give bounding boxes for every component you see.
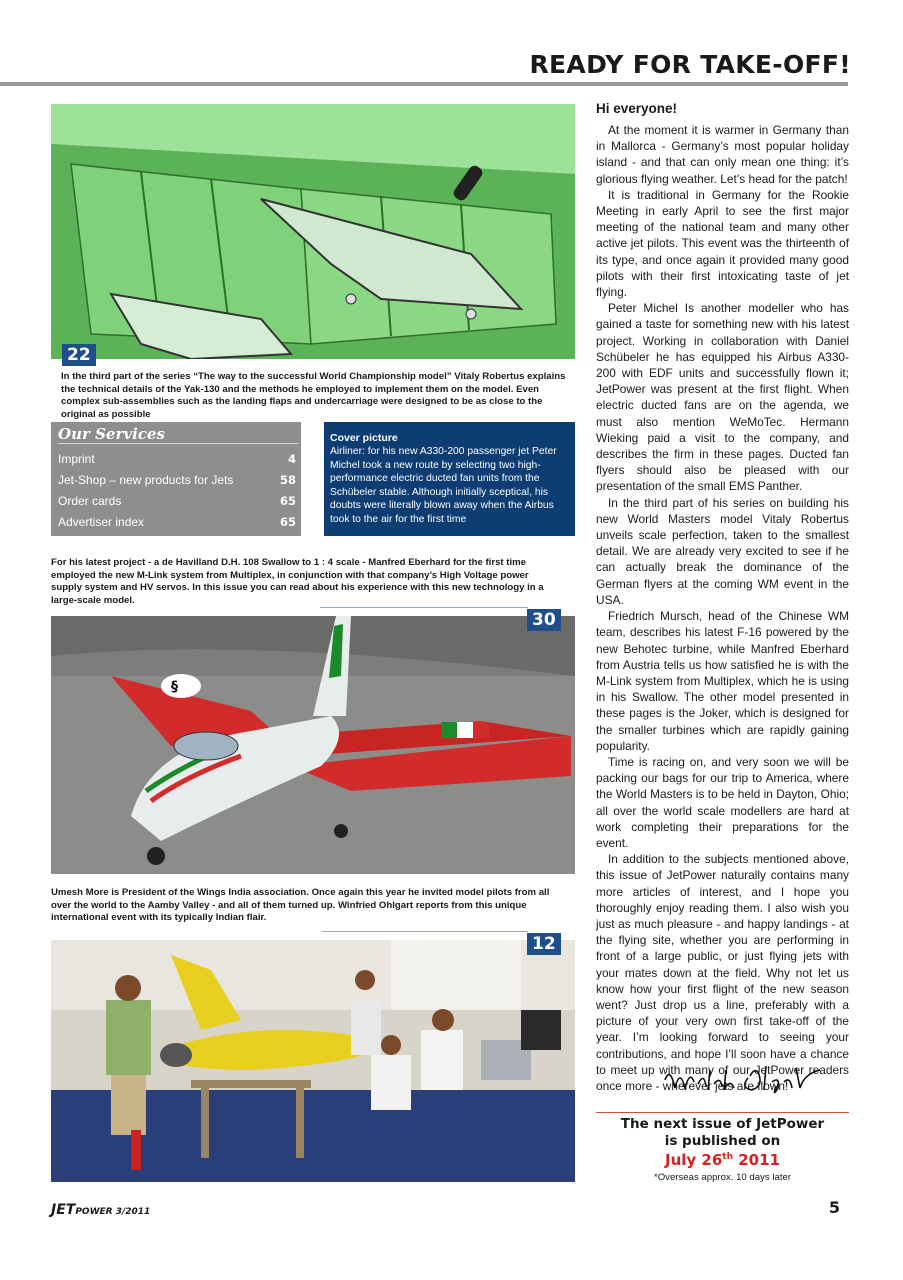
issue-date-suffix: th — [722, 1152, 733, 1162]
editorial-greeting: Hi everyone! — [596, 101, 678, 116]
svg-text:§: § — [171, 679, 178, 695]
footer-logo-jet: JET — [51, 1202, 76, 1218]
services-item-page: 65 — [279, 494, 296, 508]
services-item-page: 4 — [287, 452, 296, 466]
caption-text: In the third part of the series “The way to the successful World Championship model” Vitaly Robertus explains the technical details of the Yak-130 and the methods he employed to implement them on the model. Even complex sub-assemblies such as the landing flaps and undercarriage were designed to be as close to the original as possible — [61, 371, 566, 420]
services-item-label: Imprint — [58, 452, 95, 466]
caption-text: For his latest project - a de Havilland D.H. 108 Swallow to 1 : 4 scale - Manfred Eberhard for the first time employed the new M-Link system from Multiplex, in conjunction with that company’s High Voltage power supply system and HV servos. In this issue you can read about his experience with this new technology in a large-scale model. — [51, 557, 544, 606]
next-issue-line: The next issue of JetPower — [620, 1116, 825, 1132]
next-issue-divider — [596, 1112, 849, 1113]
badge-divider — [322, 931, 528, 932]
issue-date-year: 2011 — [733, 1151, 780, 1169]
editor-signature — [660, 1058, 825, 1105]
caption-text: Umesh More is President of the Wings India association. Once again this year he invited model pilots from all over the world to the Aamby Valley - and all of them turned up. Winfried Ohlgart reports from this unique international event with its typically Indian flair. — [51, 887, 550, 924]
services-item-label: Jet-Shop – new products for Jets — [58, 473, 234, 487]
editorial-paragraph: It is traditional in Germany for the Rookie Meeting in early April to see the first major meeting of the national team and many other active jet pilots. This event was the thirteenth of its type, and once again it provided many good pilots with their first intoxicating taste of jet flying. — [596, 187, 849, 300]
next-issue-heading — [596, 1116, 849, 1150]
wings-india-photo — [51, 940, 575, 1182]
editorial-paragraph: Friedrich Mursch, head of the Chinese WM team, describes his latest F-16 powered by the new Behotec turbine, while Manfred Eberhard from Austria tells us how satisfied he is with the M-Link system from Multiplex, which he is using in his Swallow. The other model presented in these pages is the Joker, which is designed for the smaller turbines which are rapidly gaining popularity. — [596, 609, 849, 753]
services-title: Our Services — [58, 425, 165, 443]
cad-wing-photo — [51, 104, 575, 359]
services-item-label: Advertiser index — [58, 515, 145, 529]
services-divider — [58, 443, 298, 444]
services-item-label: Order cards — [58, 494, 122, 508]
services-box — [51, 422, 301, 536]
page-badge-12[interactable]: 12 — [527, 933, 561, 955]
editorial-paragraph: In the third part of his series on building his new World Masters model Vitaly Robertus unveils scale perfection, taken to the smallest detail. We are already very excited to see if he can actually break the dominance of the German flyers at the coming WM event in the USA. — [596, 495, 849, 607]
editorial-body — [596, 122, 849, 1094]
swallow-jet-photo — [51, 616, 575, 874]
services-item-order-cards[interactable] — [58, 494, 296, 508]
badge-divider — [320, 607, 528, 608]
feature-caption — [51, 557, 561, 607]
editorial-paragraph: Time is racing on, and very soon we will be packing our bags for our trip to America, where the World Masters is to be held in Dayton, Ohio; all over the world scale modellers are hard at work completing their preparations for the event. — [596, 754, 849, 850]
page-badge-30[interactable]: 30 — [527, 609, 561, 631]
feature-caption — [51, 887, 566, 925]
next-issue-line: is published on — [664, 1133, 781, 1149]
editorial-paragraph: At the moment it is warmer in Germany than in Mallorca - Germany’s most popular holiday island - and that can only mean one thing: it’s glorious flying weather. Let’s head for the patch! — [596, 123, 849, 186]
cover-title: Cover picture — [330, 432, 398, 444]
page-number: 5 — [828, 1198, 840, 1217]
services-item-page: 65 — [279, 515, 296, 529]
footer-logo-issue: POWER 3/2011 — [75, 1207, 151, 1217]
editorial-paragraph: Peter Michel Is another modeller who has gained a taste for something new with his latest project. Working in collaboration with Daniel Schübeler he has equipped his Airbus A330-200 with EDF units and successfully flown it; JetPower was present at the first flight. When electric ducted fans are on the agenda, we must also mention WeMoTec. Hermann Wieking paid a visit to the company, and describes the firm in these pages. Ducted fan flyers should also be pleased with our presentation of the small EMS Panther. — [596, 301, 849, 494]
feature-caption — [61, 371, 573, 421]
issue-date-main: July 26 — [665, 1151, 723, 1169]
page-badge-22[interactable]: 22 — [62, 344, 96, 366]
page-title: READY FOR TAKE-OFF! — [529, 50, 851, 79]
footer-logo — [51, 1202, 150, 1218]
services-item-page: 58 — [279, 473, 296, 487]
editorial-paragraph: In addition to the subjects mentioned above, this issue of JetPower naturally contains many more articles of interest, and I hope you thoroughly enjoy reading them. I also wish you just as much pleasure - and happy landings - at the flying site, whether you are performing in front of a large public, or just flying jets with your mates down at the field. Why not let us know how your first flight of the new season went? Just drop us a line, preferably with a picture of your very own first take-off of the year. I’m looking forward to seeing your contributions, and hope I’ll soon have a chance to meet up with many of our JetPower readers once more - wherever jets are flown! — [596, 852, 849, 1093]
title-rule — [0, 82, 848, 86]
overseas-note: *Overseas approx. 10 days later — [653, 1172, 792, 1183]
editorial-column — [596, 101, 849, 1094]
next-issue-date — [596, 1151, 849, 1169]
services-item-jet-shop[interactable] — [58, 473, 296, 487]
cover-text: Airliner: for his new A330-200 passenger jet Peter Michel took a new route by selecting two high-performance electric ducted fan units from the Schübeler stable. Although initially sceptical, his doubts were literally blown away when the Airbus took to the air for the first time — [330, 446, 557, 525]
services-item-imprint[interactable] — [58, 452, 296, 466]
cover-picture-box — [324, 422, 575, 536]
services-item-advertiser-index[interactable] — [58, 515, 296, 529]
